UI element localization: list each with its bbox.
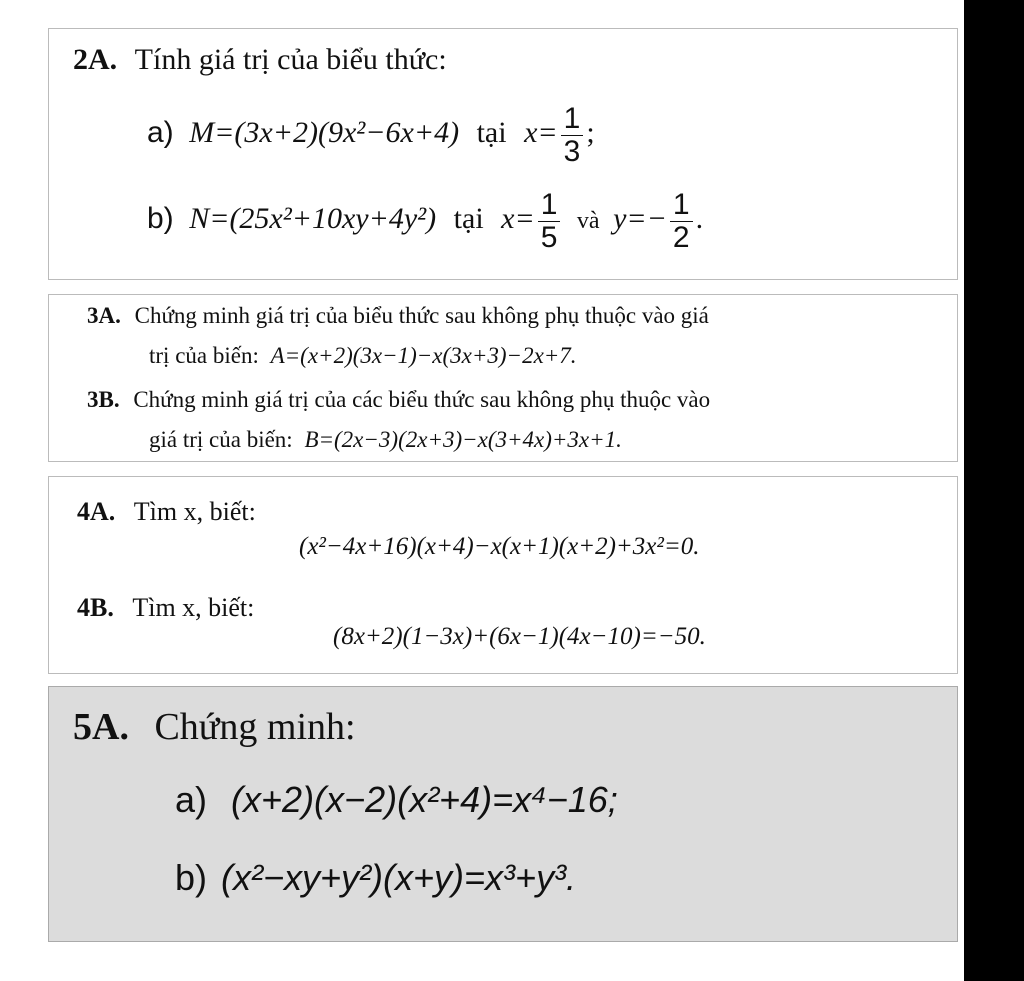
exercise-2a-label: 2A. bbox=[73, 43, 118, 76]
identity-a: (x+2)(x−2)(x²+4)=x⁴−16; bbox=[231, 779, 618, 820]
expression-a: A=(x+2)(3x−1)−x(3x+3)−2x+7. bbox=[270, 343, 577, 368]
equation-4a: (x²−4x+16)(x+4)−x(x+1)(x+2)+3x²=0. bbox=[299, 533, 700, 560]
identity-b: (x²−xy+y²)(x+y)=x³+y³. bbox=[221, 857, 577, 898]
exercise-5a-title: Chứng minh: bbox=[154, 706, 356, 748]
expression-n: N=(25x²+10xy+4y²) bbox=[189, 201, 437, 235]
exercise-3a-line2: trị của biến: A=(x+2)(3x−1)−x(3x+3)−2x+7. bbox=[149, 343, 577, 368]
exercise-3b-line1: 3B. Chứng minh giá trị của các biểu thức sau không phụ thuộc vào bbox=[87, 387, 711, 412]
exercise-4b-heading: 4B. Tìm x, biết: bbox=[77, 593, 255, 622]
exercise-5a-label: 5A. bbox=[73, 706, 129, 748]
fraction-minus-half: $\frac{1}{2}$ bbox=[670, 189, 693, 253]
at-word: tại bbox=[476, 115, 507, 149]
variable-x: x= bbox=[524, 115, 558, 149]
exercise-3b-line2: giá trị của biến: B=(2x−3)(2x+3)−x(3+4x)+3x+1. bbox=[149, 427, 622, 452]
expression-b: B=(2x−3)(2x+3)−x(3+4x)+3x+1. bbox=[304, 427, 622, 452]
exercise-5a-part-a: a) (x+2)(x−2)(x²+4)=x⁴−16; bbox=[175, 779, 618, 820]
exercise-3a-line1: 3A. Chứng minh giá trị của biểu thức sau không phụ thuộc vào giá bbox=[87, 303, 709, 328]
equation-4b: (8x+2)(1−3x)+(6x−1)(4x−10)=−50. bbox=[333, 623, 706, 650]
at-word: tại bbox=[453, 201, 484, 235]
exercise-2a-part-a: a) M=(3x+2)(9x²−6x+4) tại x= $\frac{1}{3}$ ; bbox=[147, 102, 595, 168]
fraction-one-third: $\frac{1}{3}$ bbox=[561, 103, 584, 167]
exercise-5a-part-b: b) (x²−xy+y²)(x+y)=x³+y³. bbox=[175, 857, 577, 898]
exercise-2a-title: Tính giá trị của biểu thức: bbox=[134, 43, 447, 76]
exercise-2a-card bbox=[48, 28, 958, 280]
exercise-5a-heading bbox=[73, 705, 356, 749]
exercise-3a-label: 3A. bbox=[87, 303, 121, 328]
part-a-label: a) bbox=[147, 115, 174, 149]
exercise-2a-part-b: b) N=(25x²+10xy+4y²) tại x= $\frac{1}{5}$ và y=− $\frac{1}{2}$ . bbox=[147, 188, 704, 254]
exercise-2a-heading bbox=[73, 43, 447, 77]
exercise-4a-heading: 4A. Tìm x, biết: bbox=[77, 497, 256, 526]
part-b-label: b) bbox=[147, 201, 174, 235]
exercise-5a-card bbox=[48, 686, 958, 942]
and-word: và bbox=[576, 207, 600, 234]
exercise-3b-label: 3B. bbox=[87, 387, 120, 412]
exercise-4b-label: 4B. bbox=[77, 593, 114, 622]
exercise-4a-label: 4A. bbox=[77, 497, 116, 526]
exercise-4-card bbox=[48, 476, 958, 674]
expression-m: M=(3x+2)(9x²−6x+4) bbox=[189, 115, 460, 149]
fraction-one-fifth: $\frac{1}{5}$ bbox=[538, 189, 561, 253]
exercise-3-card bbox=[48, 294, 958, 462]
